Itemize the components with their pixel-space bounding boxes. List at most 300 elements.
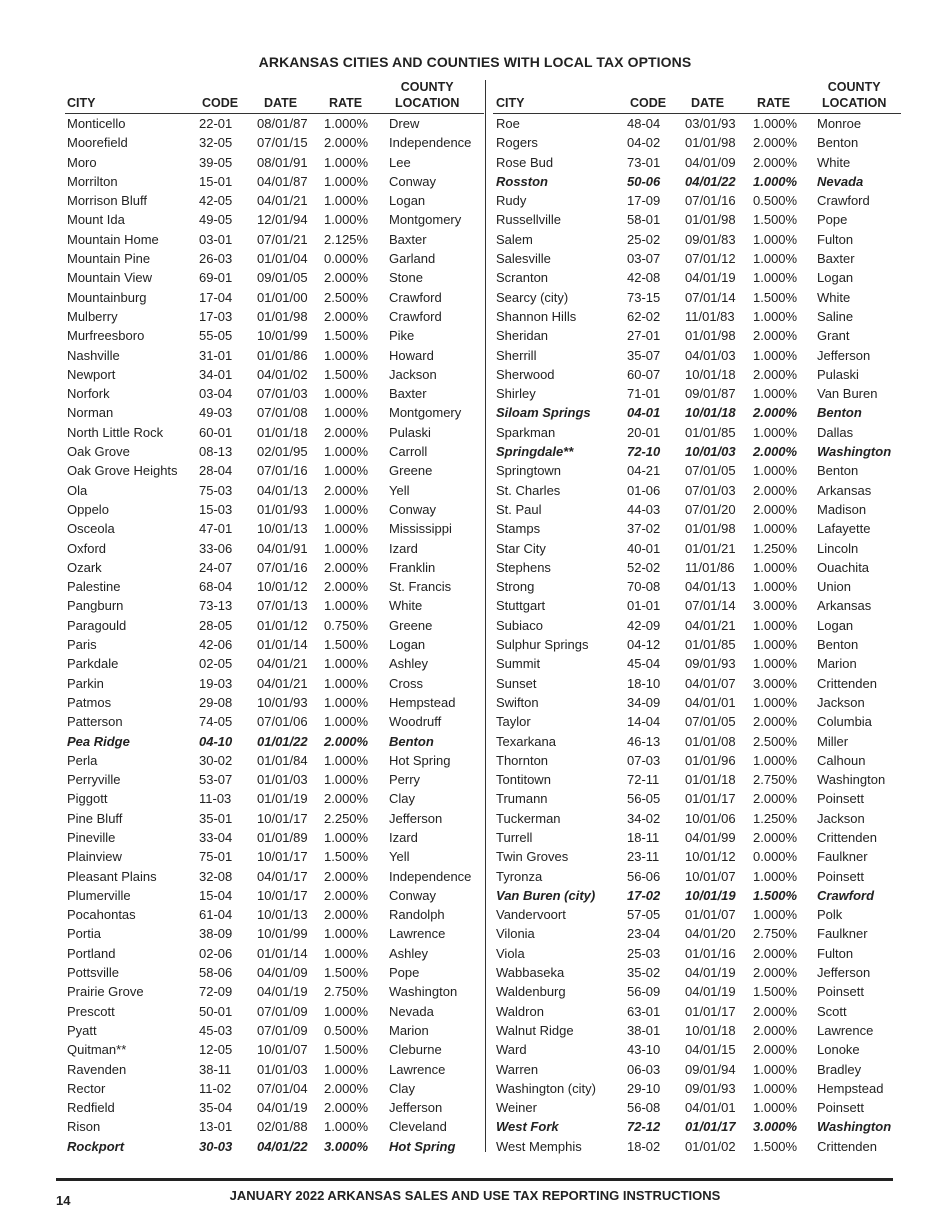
cell-city: Waldenburg [496,984,566,1000]
cell-date: 01/01/14 [257,945,308,961]
cell-location: Poinsett [817,868,864,884]
cell-location: Pulaski [817,366,859,382]
cell-date: 04/01/21 [257,675,308,691]
cell-location: Conway [389,501,436,517]
cell-location: Conway [389,173,436,189]
cell-rate: 1.000% [753,579,798,595]
cell-rate: 1.000% [324,386,369,402]
cell-location: Saline [817,308,854,324]
cell-location: Lafayette [817,521,871,537]
cell-code: 22-01 [199,116,233,131]
cell-location: Lawrence [389,926,446,942]
cell-code: 29-08 [199,694,233,710]
cell-code: 15-01 [199,173,233,189]
cell-rate: 1.000% [324,521,369,537]
cell-code: 74-05 [199,714,233,730]
cell-rate: 1.000% [324,347,369,363]
cell-city: Sheridan [496,328,549,344]
cell-code: 01-01 [627,598,661,614]
cell-rate: 2.000% [324,482,369,498]
table-row [65,905,484,924]
table-row [65,288,484,307]
cell-rate: 0.000% [324,251,369,267]
cell-code: 72-10 [627,444,661,460]
cell-code: 70-08 [627,579,661,595]
cell-code: 04-02 [627,135,661,151]
cell-date: 01/01/17 [685,1003,736,1019]
cell-rate: 2.000% [324,579,369,595]
table-row [65,210,484,229]
cell-date: 01/01/02 [685,1138,736,1154]
cell-date: 07/01/06 [257,714,308,730]
cell-code: 38-01 [627,1022,661,1038]
cell-code: 25-03 [627,945,661,961]
cell-date: 01/01/89 [257,829,308,845]
cell-location: Polk [817,907,843,923]
cell-code: 13-01 [199,1119,233,1135]
header-date: DATE [264,96,298,110]
cell-city: Pea Ridge [67,733,130,749]
table-row [493,674,901,693]
cell-location: Benton [817,637,859,653]
table-row [493,1117,901,1136]
cell-code: 42-08 [627,270,661,286]
cell-code: 23-11 [627,849,660,865]
table-row [65,230,484,249]
cell-rate: 1.500% [324,637,369,653]
cell-location: Crawford [817,193,870,209]
cell-code: 58-01 [627,212,661,228]
cell-city: Paragould [67,617,127,633]
cell-code: 60-01 [199,424,233,440]
table-row [493,384,901,403]
cell-date: 12/01/94 [257,212,308,228]
cell-city: Pangburn [67,598,124,614]
cell-date: 01/01/84 [257,752,308,768]
cell-rate: 3.000% [753,675,798,691]
cell-rate: 1.000% [753,1100,798,1116]
cell-city: Pleasant Plains [67,868,157,884]
cell-date: 04/01/21 [257,193,308,209]
cell-rate: 1.500% [753,887,798,903]
table-row [493,1079,901,1098]
cell-location: Van Buren [817,386,878,402]
cell-rate: 1.500% [324,366,369,382]
cell-location: Ashley [389,945,429,961]
cell-code: 46-13 [627,733,661,749]
cell-city: Washington (city) [496,1080,596,1096]
cell-city: Shirley [496,386,536,402]
cell-date: 10/01/06 [685,810,736,826]
cell-city: Nashville [67,347,120,363]
table-row [65,982,484,1001]
cell-code: 62-02 [627,308,661,324]
cell-location: Cleburne [389,1042,442,1058]
cell-location: Independence [389,868,472,884]
cell-location: Cross [389,675,423,691]
cell-city: Rison [67,1119,101,1135]
cell-location: Poinsett [817,791,864,807]
table-row [65,1117,484,1136]
cell-date: 07/01/16 [257,463,308,479]
cell-code: 52-02 [627,559,661,575]
table-row [493,867,901,886]
cell-rate: 1.000% [324,1003,369,1019]
cell-city: Shannon Hills [496,308,577,324]
table-row [493,153,901,172]
table-row [65,346,484,365]
table-row [493,539,901,558]
header-code: CODE [202,96,239,110]
cell-city: Mulberry [67,308,118,324]
cell-location: Jefferson [817,965,871,981]
cell-rate: 1.500% [753,212,798,228]
cell-city: Rector [67,1080,106,1096]
table-row [65,1098,484,1117]
cell-city: Pyatt [67,1022,97,1038]
cell-rate: 1.000% [753,1061,798,1077]
cell-code: 32-05 [199,135,233,151]
cell-location: Woodruff [389,714,442,730]
cell-code: 28-04 [199,463,233,479]
cell-code: 73-13 [199,598,233,614]
table-row [65,153,484,172]
cell-date: 11/01/83 [685,308,735,324]
table-row [493,346,901,365]
table-row [65,635,484,654]
cell-city: Morrison Bluff [67,193,147,209]
cell-code: 61-04 [199,907,233,923]
cell-rate: 0.500% [324,1022,369,1038]
table-row [493,616,901,635]
table-row [493,577,901,596]
cell-date: 04/01/87 [257,173,308,189]
cell-location: Logan [389,637,426,653]
cell-city: Mountainburg [67,289,147,305]
cell-code: 43-10 [627,1042,661,1058]
cell-rate: 2.000% [753,829,798,845]
cell-code: 56-06 [627,868,661,884]
cell-city: Rudy [496,193,527,209]
cell-location: Jackson [817,810,865,826]
cell-code: 03-07 [627,251,661,267]
cell-code: 18-10 [627,675,661,691]
tax-table-left [65,77,484,1156]
cell-city: Ola [67,482,88,498]
cell-location: Stone [389,270,423,286]
cell-date: 10/01/17 [257,887,308,903]
header-city: CITY [496,96,525,110]
cell-rate: 1.000% [753,637,798,653]
cell-code: 17-02 [627,887,661,903]
cell-date: 07/01/12 [685,251,736,267]
cell-city: Vandervoort [496,907,566,923]
cell-rate: 0.500% [753,193,798,209]
cell-location: Lincoln [817,540,859,556]
cell-date: 01/01/98 [685,328,736,344]
cell-rate: 1.000% [753,386,798,402]
cell-city: Van Buren (city) [496,887,596,903]
cell-code: 19-03 [199,675,233,691]
cell-city: Mountain Home [67,231,159,247]
cell-location: Hempstead [817,1080,884,1096]
table-row [65,809,484,828]
cell-city: Plainview [67,849,122,865]
cell-city: Sherrill [496,347,537,363]
cell-location: Jackson [817,694,865,710]
cell-rate: 1.000% [324,656,369,672]
cell-location: Hempstead [389,694,456,710]
cell-rate: 1.000% [324,714,369,730]
cell-city: Viola [496,945,525,961]
cell-city: Perla [67,752,98,768]
cell-city: Quitman** [67,1042,127,1058]
cell-rate: 1.000% [324,694,369,710]
cell-city: Sherwood [496,366,555,382]
cell-rate: 2.000% [753,444,798,460]
cell-city: Subiaco [496,617,543,633]
cell-date: 01/01/96 [685,752,736,768]
cell-code: 27-01 [627,328,661,344]
table-body [65,114,484,1156]
cell-rate: 1.000% [753,907,798,923]
cell-rate: 2.000% [324,1080,369,1096]
cell-date: 07/01/21 [257,231,308,247]
cell-location: Faulkner [817,926,868,942]
cell-city: Oxford [67,540,107,556]
table-row [493,712,901,731]
cell-date: 01/01/03 [257,772,308,788]
table-row [65,519,484,538]
cell-location: Nevada [817,173,864,189]
cell-rate: 1.000% [753,868,798,884]
cell-city: Waldron [496,1003,544,1019]
cell-city: Ward [496,1042,527,1058]
cell-location: Jefferson [817,347,871,363]
table-row [493,905,901,924]
cell-location: Crawford [389,289,442,305]
header-rate: RATE [329,96,363,110]
cell-city: St. Paul [496,501,542,517]
cell-location: Logan [817,617,854,633]
cell-code: 72-09 [199,984,233,1000]
cell-rate: 1.000% [324,945,369,961]
table-row [65,191,484,210]
cell-location: Baxter [389,231,427,247]
cell-rate: 2.750% [753,772,798,788]
cell-location: White [817,289,851,305]
table-row [65,1002,484,1021]
table-row [65,442,484,461]
cell-date: 01/01/21 [685,540,736,556]
cell-code: 33-06 [199,540,233,556]
cell-rate: 1.000% [753,694,798,710]
cell-location: Clay [389,1080,416,1096]
cell-code: 34-09 [627,694,661,710]
cell-date: 07/01/05 [685,714,736,730]
table-row [493,1040,901,1059]
cell-rate: 1.500% [324,1042,369,1058]
table-row [493,481,901,500]
cell-location: Baxter [389,386,427,402]
cell-code: 55-05 [199,328,233,344]
cell-location: Lawrence [817,1022,874,1038]
cell-location: Washington [389,984,458,1000]
cell-code: 63-01 [627,1003,661,1019]
cell-city: West Memphis [496,1138,582,1154]
cell-rate: 1.000% [324,1119,369,1135]
cell-location: Madison [817,501,867,517]
table-row [65,461,484,480]
cell-rate: 2.000% [324,559,369,575]
cell-date: 09/01/83 [685,231,736,247]
cell-city: Salesville [496,251,551,267]
cell-city: Searcy (city) [496,289,569,305]
cell-code: 18-11 [627,829,660,845]
cell-rate: 1.000% [324,212,369,228]
header-location-line2: LOCATION [822,96,887,110]
cell-city: Wabbaseka [496,965,565,981]
table-row [65,732,484,751]
cell-date: 10/01/18 [685,1022,736,1038]
cell-rate: 1.000% [324,173,369,189]
cell-code: 03-01 [199,231,233,247]
table-row [493,307,901,326]
cell-code: 18-02 [627,1138,661,1154]
cell-city: Star City [496,540,546,556]
cell-city: Summit [496,656,541,672]
cell-date: 04/01/21 [685,617,736,633]
table-row [493,1021,901,1040]
cell-rate: 2.750% [324,984,369,1000]
cell-rate: 1.000% [753,617,798,633]
cell-city: Rosston [496,173,548,189]
cell-rate: 2.000% [324,868,369,884]
cell-city: Twin Groves [496,849,569,865]
table-row [493,172,901,191]
cell-code: 03-04 [199,386,233,402]
cell-location: Crawford [817,887,875,903]
cell-code: 42-05 [199,193,233,209]
cell-city: Newport [67,366,116,382]
cell-city: Siloam Springs [496,405,591,421]
cell-rate: 2.000% [324,424,369,440]
cell-date: 01/01/16 [685,945,736,961]
table-row [493,654,901,673]
table-row [65,403,484,422]
cell-code: 56-05 [627,791,661,807]
cell-date: 10/01/99 [257,328,308,344]
cell-location: Ouachita [817,559,870,575]
cell-date: 07/01/13 [257,598,308,614]
cell-date: 01/01/98 [257,308,308,324]
cell-code: 73-15 [627,289,661,305]
cell-rate: 2.000% [753,791,798,807]
cell-location: Benton [817,135,859,151]
cell-location: Monroe [817,116,862,131]
cell-rate: 1.000% [753,173,798,189]
cell-date: 04/01/99 [685,829,736,845]
cell-code: 75-01 [199,849,233,865]
page-title: ARKANSAS CITIES AND COUNTIES WITH LOCAL TAX OPTIONS [258,54,692,70]
cell-date: 10/01/99 [257,926,308,942]
cell-code: 50-06 [627,173,661,189]
table-row [65,654,484,673]
cell-code: 26-03 [199,251,233,267]
cell-date: 04/01/91 [257,540,308,556]
table-row [493,693,901,712]
cell-city: Turrell [496,829,533,845]
cell-city: Patterson [67,714,123,730]
cell-code: 58-06 [199,965,233,981]
cell-city: Sulphur Springs [496,637,589,653]
cell-code: 04-10 [199,733,233,749]
cell-rate: 1.000% [753,308,798,324]
cell-rate: 2.000% [324,135,369,151]
table-row [65,674,484,693]
cell-date: 10/01/93 [257,694,308,710]
table-row [65,924,484,943]
cell-date: 01/01/98 [685,135,736,151]
table-row [65,365,484,384]
header-rate: RATE [757,96,791,110]
table-row [493,133,901,152]
table-row [493,1002,901,1021]
cell-rate: 2.000% [753,1003,798,1019]
table-row [65,307,484,326]
cell-city: Thornton [496,752,549,768]
cell-date: 10/01/18 [685,366,736,382]
cell-rate: 2.000% [753,328,798,344]
cell-date: 10/01/18 [685,405,736,421]
table-row [65,1137,484,1156]
cell-date: 10/01/07 [257,1042,308,1058]
cell-location: Lonoke [817,1042,860,1058]
cell-date: 10/01/17 [257,849,308,865]
cell-rate: 1.000% [753,231,798,247]
table-row [65,114,484,133]
cell-rate: 1.250% [753,540,798,556]
table-row [493,268,901,287]
cell-rate: 1.000% [324,154,369,170]
cell-date: 07/01/04 [257,1080,308,1096]
cell-city: Mount Ida [67,212,125,228]
cell-date: 07/01/08 [257,405,308,421]
cell-date: 04/01/03 [685,347,736,363]
cell-code: 02-05 [199,656,233,672]
table-row [493,982,901,1001]
cell-date: 01/01/12 [257,617,308,633]
cell-location: Hot Spring [389,752,451,768]
cell-rate: 1.500% [753,984,798,1000]
table-row [493,230,901,249]
cell-city: Vilonia [496,926,535,942]
cell-location: Greene [389,463,433,479]
cell-date: 07/01/05 [685,463,736,479]
cell-city: Taylor [496,714,531,730]
cell-rate: 2.000% [753,154,798,170]
table-row [65,867,484,886]
cell-location: Logan [817,270,854,286]
cell-location: Marion [389,1022,429,1038]
cell-code: 04-21 [627,463,661,479]
cell-city: Pocahontas [67,907,136,923]
cell-city: Parkdale [67,656,119,672]
cell-location: Benton [817,405,862,421]
cell-city: Mountain Pine [67,251,151,267]
cell-location: Poinsett [817,984,864,1000]
cell-code: 38-11 [199,1061,232,1077]
